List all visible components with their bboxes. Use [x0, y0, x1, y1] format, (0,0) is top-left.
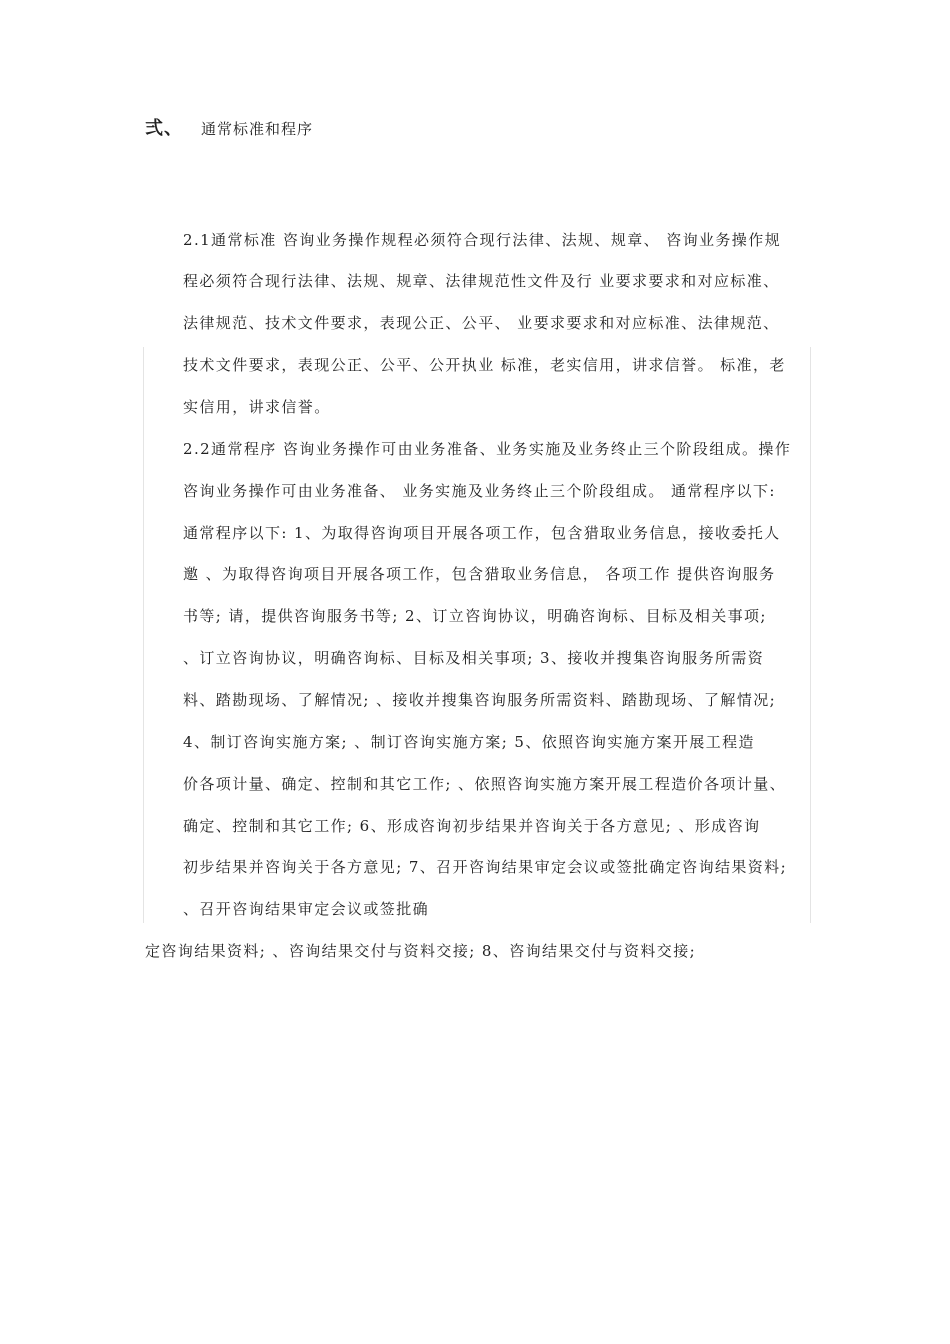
body-line: 法律规范、技术文件要求，表现公正、公平、 业要求要求和对应标准、法律规范、: [183, 314, 780, 332]
section-title: 通常标准和程序: [201, 120, 314, 138]
body-line: 通常程序以下: 1、为取得咨询项目开展各项工作，包含猎取业务信息，接收委托人: [183, 524, 781, 542]
body-line: 技术文件要求，表现公正、公平、公开执业 标准，老实信用，讲求信誉。 标准，老: [183, 356, 786, 374]
body-line: 4、制订咨询实施方案; 、制订咨询实施方案; 5、依照咨询实施方案开展工程造: [183, 733, 755, 751]
text-frame-border: [143, 347, 811, 923]
body-line: 价各项计量、确定、控制和其它工作; 、依照咨询实施方案开展工程造价各项计量、: [183, 775, 787, 793]
section-number: 弍、: [145, 118, 183, 139]
body-line: 2.2通常程序 咨询业务操作可由业务准备、业务实施及业务终止三个阶段组成。操作: [183, 440, 792, 458]
body-line: 料、踏勘现场、了解情况; 、接收并搜集咨询服务所需资料、踏勘现场、了解情况;: [183, 691, 777, 709]
body-line: 、召开咨询结果审定会议或签批确: [183, 900, 430, 918]
body-line: 实信用，讲求信誉。: [183, 398, 331, 416]
tail-line: 定咨询结果资料; 、咨询结果交付与资料交接; 8、咨询结果交付与资料交接;: [145, 942, 697, 960]
body-line: 邀 、为取得咨询项目开展各项工作，包含猎取业务信息， 各项工作 提供咨询服务: [183, 565, 776, 583]
body-line: 2.1通常标准 咨询业务操作规程必须符合现行法律、法规、规章、 咨询业务操作规: [183, 231, 781, 249]
section-heading: [145, 114, 313, 140]
body-line: 程必须符合现行法律、法规、规章、法律规范性文件及行 业要求要求和对应标准、: [183, 272, 780, 290]
body-line: 书等; 请，提供咨询服务书等; 2、订立咨询协议，明确咨询标、目标及相关事项;: [183, 607, 767, 625]
body-line: 咨询业务操作可由业务准备、 业务实施及业务终止三个阶段组成。 通常程序以下:: [183, 482, 776, 500]
body-line: 、订立咨询协议，明确咨询标、目标及相关事项; 3、接收并搜集咨询服务所需资: [183, 649, 765, 667]
body-line: 确定、控制和其它工作; 6、形成咨询初步结果并咨询关于各方意见; 、形成咨询: [183, 817, 761, 835]
body-line: 初步结果并咨询关于各方意见; 7、召开咨询结果审定会议或签批确定咨询结果资料;: [183, 858, 788, 876]
